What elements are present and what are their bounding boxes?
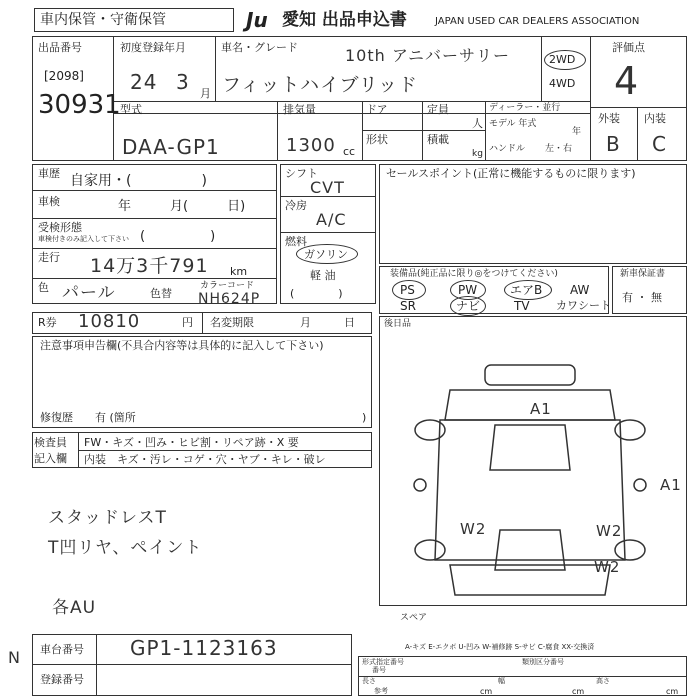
displacement-label: 排気量 <box>283 103 316 116</box>
equip-airbag: エアB <box>510 283 543 297</box>
exterior-grade: B <box>606 132 621 156</box>
score-value: 4 <box>614 59 640 103</box>
color-num-label: 色替 <box>150 287 172 300</box>
category-label: 類別区分番号 <box>522 658 564 666</box>
inspection-label: 車検 <box>38 195 60 208</box>
association-title: 愛知 出品申込書 <box>282 10 407 30</box>
width-label: 幅 <box>498 677 505 685</box>
note-rear-paint: T凹リヤ、ペイント <box>48 538 203 558</box>
color-value: パール <box>62 283 116 303</box>
receive-value: ( ) <box>140 229 216 244</box>
shape-label: 形状 <box>366 133 388 146</box>
fuel-diesel: 軽 油 <box>310 269 336 282</box>
interior-label: 内装 <box>644 112 666 125</box>
chassis-label: 車台番号 <box>40 643 84 656</box>
door-label: ドア <box>366 103 388 116</box>
capacity-unit: 人 <box>472 117 483 130</box>
type-value: DAA-GP1 <box>122 135 220 159</box>
name-change-label: 名変期限 <box>210 316 254 329</box>
dealer-model-year: モデル 年式 <box>489 119 537 129</box>
warranty-label: 新車保証書 <box>620 269 666 279</box>
first-reg-month: 3 <box>176 70 190 94</box>
repair-label: 修復歴 有 (箇所 <box>40 411 136 424</box>
cm3: cm <box>666 687 679 696</box>
model-grade: 10th アニバーサリー <box>345 46 511 65</box>
circle-ps <box>392 280 426 300</box>
equip-leather: カワシート <box>556 299 611 312</box>
load-unit: kg <box>472 149 483 159</box>
association-english: JAPAN USED CAR DEALERS ASSOCIATION <box>435 16 640 27</box>
recycle-value: 10810 <box>78 311 141 332</box>
inspector-label: 検査員 <box>34 436 67 449</box>
mileage-value: 14万3千791 <box>90 255 209 277</box>
warranty-value: 有 ・ 無 <box>622 291 662 304</box>
note-au: 各AU <box>52 598 97 618</box>
inspector-row1: FW・キズ・凹み・ヒビ割・リペア跡・X 要 <box>84 436 299 449</box>
first-reg-month-unit: 月 <box>200 87 211 100</box>
type-label: 型式 <box>120 103 142 116</box>
cm2: cm <box>572 687 585 696</box>
equip-aw: AW <box>570 283 590 297</box>
dealer-year-unit: 年 <box>572 127 582 137</box>
fuel-label: 燃料 <box>285 235 307 248</box>
model-name-label: 車名・グレード <box>221 41 298 54</box>
spare-label: スペア <box>400 613 428 623</box>
receive-sub: 車検付きのみ記入して下さい <box>38 235 129 243</box>
model-name: フィットハイブリッド <box>222 74 419 96</box>
note-studless: スタッドレスT <box>48 508 167 528</box>
dmg-a1-top: A1 <box>530 400 552 418</box>
equip-navi: ナビ <box>456 299 481 313</box>
equip-tv: TV <box>514 299 530 313</box>
equip-ps: PS <box>400 283 415 297</box>
note-mark: N <box>8 648 21 667</box>
history-label: 車歴 <box>38 167 60 180</box>
equipment-label: 装備品(純正品に限り◎をつけてください) <box>390 269 558 279</box>
circle-airbag <box>504 280 552 300</box>
recycle-unit: 円 <box>182 316 193 329</box>
dmg-a1-side: A1 <box>660 476 682 494</box>
later-label: 後日品 <box>384 319 412 329</box>
dmg-w2-left: W2 <box>460 520 487 538</box>
mileage-unit: km <box>230 265 248 278</box>
color-label: 色 <box>38 281 49 294</box>
score-label: 評価点 <box>612 41 645 54</box>
first-reg-label: 初度登録年月 <box>120 41 186 54</box>
form-number-label: 形式指定番号 <box>362 658 404 666</box>
repair-close: ) <box>362 411 367 424</box>
shift-value: CVT <box>310 178 345 197</box>
equip-sr: SR <box>400 299 416 313</box>
displacement-unit: cc <box>343 145 356 158</box>
dmg-w2-right: W2 <box>596 522 623 540</box>
lot-label: 出品番号 <box>38 41 82 54</box>
inspection-value: 年 月( 日) <box>118 199 246 214</box>
storage-text: 車内保管・守衛保管 <box>40 12 166 28</box>
aircon-value: A/C <box>316 210 347 229</box>
registration-label: 登録番号 <box>40 673 84 686</box>
dealer-label: ディーラー・並行 <box>489 103 561 113</box>
lot-sub: [2098] <box>44 69 84 83</box>
recycle-label: R券 <box>38 316 57 329</box>
color-code-label: カラーコード <box>200 281 255 291</box>
ref-label: 参考 <box>374 687 388 695</box>
name-change-value: 月 日 <box>300 316 355 329</box>
receive-label: 受検形態 <box>38 221 82 234</box>
sales-point-label: セールスポイント(正常に機能するものに限ります) <box>386 167 636 180</box>
damage-legend: A-キズ E-エクボ U-凹み W-補修跡 S-サビ C-腐食 XX-交換済 <box>405 643 595 651</box>
circle-navi <box>450 296 486 316</box>
dealer-handle: ハンドル <box>489 144 526 154</box>
aircon-label: 冷房 <box>285 199 307 212</box>
length-label: 長さ <box>362 677 376 685</box>
displacement-value: 1300 <box>286 135 336 156</box>
interior-grade: C <box>652 132 667 156</box>
inspector-row2: 内装 キズ・汚レ・コゲ・穴・ヤブ・キレ・破レ <box>84 453 326 466</box>
chassis-value: GP1-1123163 <box>130 636 278 660</box>
dealer-lr: 左・右 <box>545 144 573 154</box>
fuel-gas: ガソリン <box>304 248 348 261</box>
first-reg-year: 24 <box>130 70 158 94</box>
dmg-w2-rear: W2 <box>594 558 621 576</box>
capacity-label: 定員 <box>427 103 449 116</box>
number-label: 番号 <box>372 666 386 674</box>
drive-2wd: 2WD <box>549 53 576 66</box>
height-label: 高さ <box>596 677 610 685</box>
history-value: 自家用・( ) <box>70 173 207 189</box>
load-label: 積載 <box>427 133 449 146</box>
exterior-label: 外装 <box>598 112 620 125</box>
ju-logo: Ju <box>246 8 268 32</box>
shift-label: シフト <box>285 167 318 180</box>
inspector-sub: 記入欄 <box>34 452 67 465</box>
notes-label: 注意事項申告欄(不具合内容等は具体的に記入して下さい) <box>40 339 324 352</box>
fuel-paren: ( ) <box>290 287 343 300</box>
lot-number: 30931 <box>38 90 121 120</box>
equip-pw: PW <box>458 283 478 297</box>
mileage-label: 走行 <box>38 251 60 264</box>
cm1: cm <box>480 687 493 696</box>
color-code: NH624P <box>198 291 261 307</box>
drive-4wd: 4WD <box>549 77 576 90</box>
